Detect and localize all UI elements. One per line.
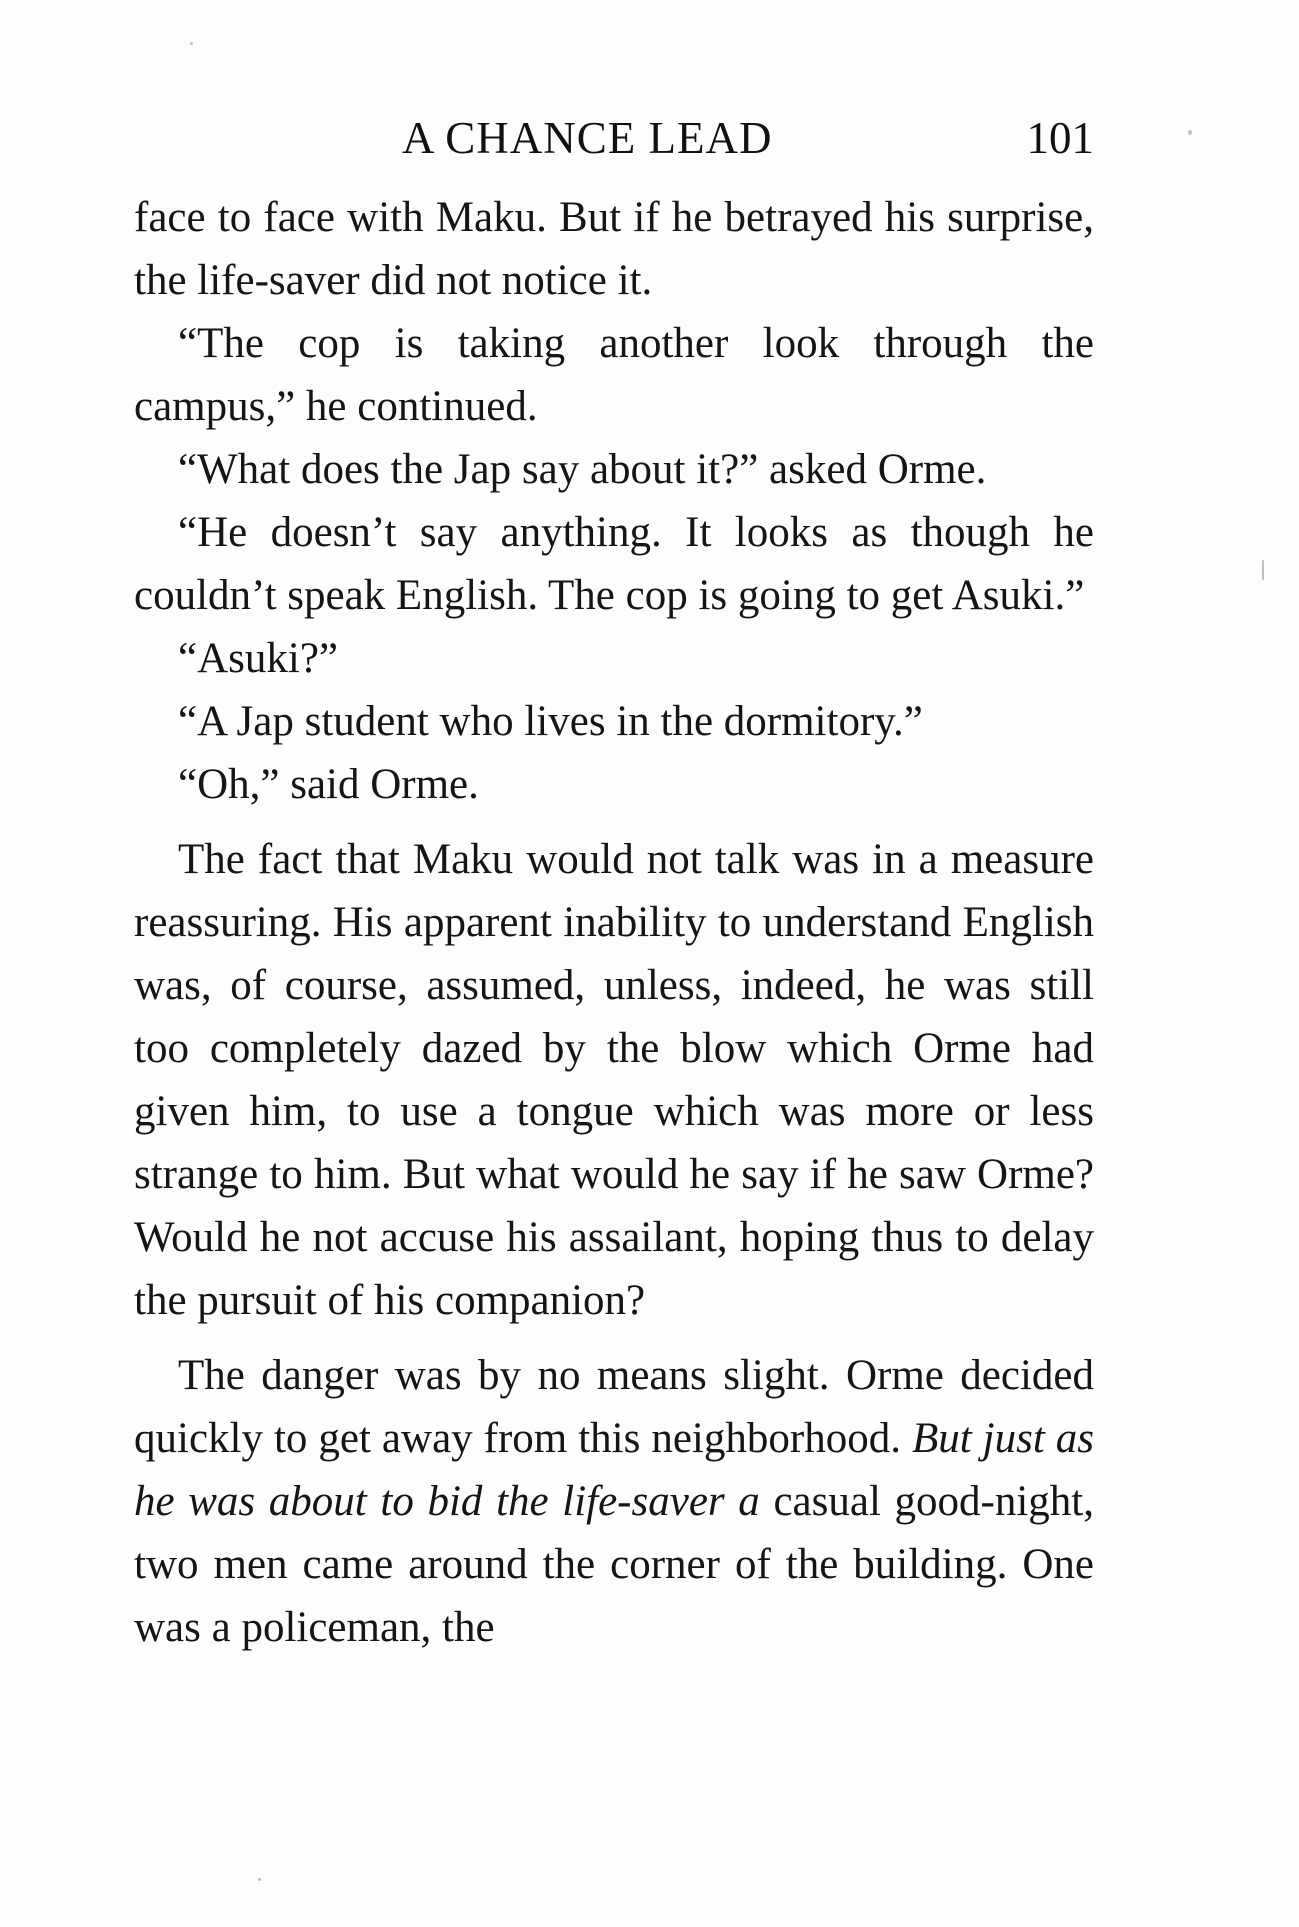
paragraph-text: casual good-night, two men came around the corner of the building. One was a policeman, the (134, 1478, 1095, 1651)
paragraph: face to face with Maku. But if he betrayed his surprise, the life-saver did not notice it. (134, 194, 1094, 304)
italic-text: But just as he was about to bid the life-saver a (134, 1415, 1095, 1525)
paragraph: “The cop is taking another look through the campus,” he continued. (134, 320, 1094, 430)
paper-speck (1262, 560, 1264, 580)
paragraph: “Asuki?” (178, 635, 338, 682)
paragraph: “Oh,” said Orme. (178, 761, 479, 808)
body-text (134, 186, 1094, 1659)
paper-speck (1188, 130, 1192, 135)
paper-speck (190, 42, 193, 45)
paper-speck (258, 1878, 261, 1881)
paragraph: The fact that Maku would not talk was in a measure reassuring. His apparent inability to understand English was, of course, assumed, unless, indeed, he was still too completely dazed by the blow which Orme had given him, to use a tongue which was more or less strange to him. But what would he say if he saw Orme? Would he not accuse his assailant, hoping thus to delay the pursuit of his companion? (134, 836, 1094, 1324)
page-number: 101 (1026, 113, 1094, 163)
running-head (134, 112, 1094, 172)
paragraph (134, 1344, 1094, 1659)
paragraph: “What does the Jap say about it?” asked Orme. (178, 446, 987, 493)
paragraph: “He doesn’t say anything. It looks as though he couldn’t speak English. The cop is going to get Asuki.” (134, 509, 1094, 619)
paragraph: “A Jap student who lives in the dormitory.” (178, 698, 923, 745)
running-title: A CHANCE LEAD (402, 113, 773, 163)
paragraph-text: The danger was by no means slight. Orme decided quickly to get away from this neighborhood. (134, 1352, 1094, 1462)
